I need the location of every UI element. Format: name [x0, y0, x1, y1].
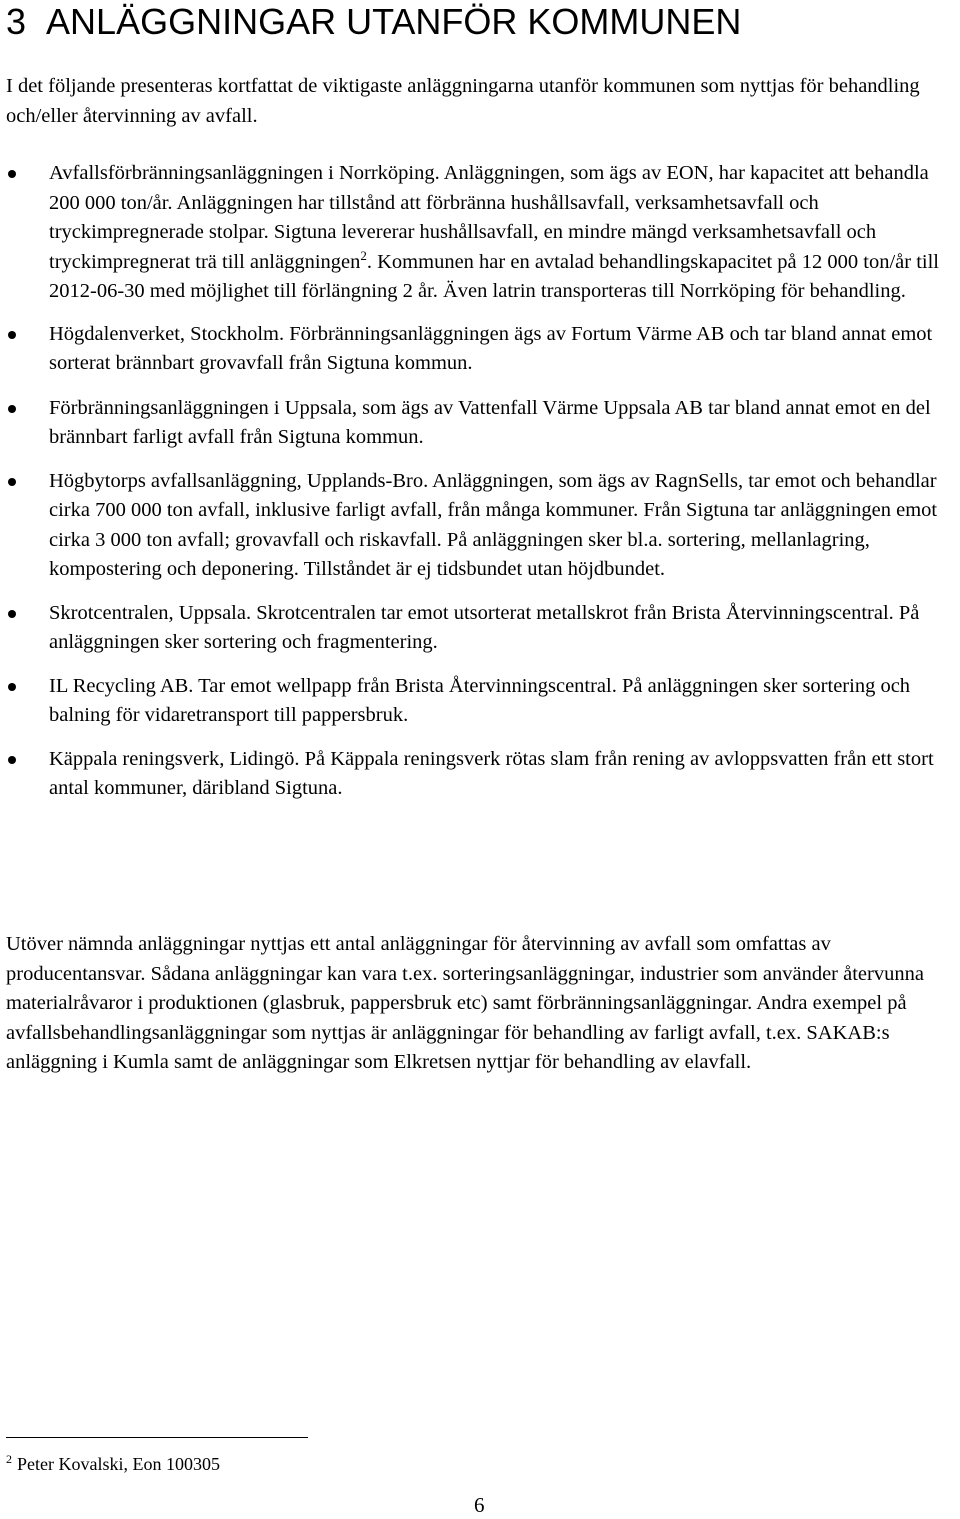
list-item-skrotcentralen	[0, 599, 960, 658]
list-item-text: IL Recycling AB. Tar emot wellpapp från Brista Återvinningscentral. På anläggningen sker sortering och balning för vidaretransport till pappersbruk.	[49, 674, 911, 726]
footnote-marker: 2	[6, 1452, 12, 1466]
list-item-uppsala-incineration	[0, 394, 960, 453]
intro-paragraph: I det följande presenteras kortfattat de viktigaste anläggningarna utanför kommunen som nyttjas för behandling och/eller återvinning av avfall.	[6, 75, 920, 127]
bullet-icon	[8, 331, 16, 339]
footnote-reference: 2	[360, 247, 367, 263]
bullet-icon	[8, 170, 16, 178]
list-item-text: Högbytorps avfallsanläggning, Upplands-Bro. Anläggningen, som ägs av RagnSells, tar emot och behandlar cirka 700 000 ton avfall, inklusive farligt avfall, från många kommuner. Från Sigtuna tar anläggningen emot cirka 3 000 ton avfall; grovavfall och riskavfall. På anläggningen sker bl.a. sortering, mellanlagring, kompostering och deponering. Tillståndet är ej tidsbundet utan höjdbundet.	[49, 469, 938, 580]
list-item-hogdalenverket	[0, 320, 960, 379]
section-heading	[6, 2, 741, 42]
page-number: 6	[474, 1493, 485, 1517]
footnote-text: Peter Kovalski, Eon 100305	[17, 1454, 220, 1474]
footnote-divider	[6, 1437, 308, 1438]
closing-paragraph: Utöver nämnda anläggningar nyttjas ett antal anläggningar för återvinning av avfall som omfattas av producentansvar. Sådana anläggningar kan vara t.ex. sorteringsanläggningar, industrier som använder återvunna materialråvaror i produktionen (glasbruk, pappersbruk etc) samt förbränningsanläggningar. Andra exempel på avfallsbehandlingsanläggningar som nyttjas är anläggningar för behandling av farligt avfall, t.ex. SAKAB:s anläggning i Kumla samt de anläggningar som Elkretsen nyttjar för behandling av elavfall.	[6, 933, 924, 1073]
section-title: ANLÄGGNINGAR UTANFÖR KOMMUNEN	[46, 1, 742, 42]
list-item-il-recycling	[0, 672, 960, 731]
list-item-norrkoping	[0, 159, 960, 307]
list-item-kappala	[0, 745, 960, 804]
list-item-text: Förbränningsanläggningen i Uppsala, som ägs av Vattenfall Värme Uppsala AB tar bland annat emot en del brännbart farligt avfall från Sigtuna kommun.	[49, 396, 931, 448]
bullet-icon	[8, 405, 16, 413]
list-item-text-continued: . Kommunen har en avtalad behandlingskapacitet på 12 000 ton/år till 2012-06-30 med möjlighet till förlängning 2 år. Även latrin transporteras till Norrköping för behandling.	[49, 250, 940, 302]
section-number: 3	[6, 1, 27, 42]
list-item-text: Skrotcentralen, Uppsala. Skrotcentralen tar emot utsorterat metallskrot från Brista Återvinningscentral. På anläggningen sker sortering och fragmentering.	[49, 601, 920, 653]
list-item-text: Avfallsförbränningsanläggningen i Norrköping. Anläggningen, som ägs av EON, har kapacitet att behandla 200 000 ton/år. Anläggningen har tillstånd att förbränna hushållsavfall, verksamhetsavfall och tryckimpregnerade stolpar. Sigtuna levererar hushållsavfall, en mindre mängd verksamhetsavfall och tryckimpregnerat trä till anläggningen	[49, 162, 929, 273]
list-item-text: Käppala reningsverk, Lidingö. På Käppala reningsverk rötas slam från rening av avloppsvatten från ett stort antal kommuner, däribland Sigtuna.	[49, 747, 934, 799]
list-item-hogbytorp	[0, 467, 960, 585]
footnote	[6, 1452, 220, 1476]
bullet-icon	[8, 683, 16, 691]
bullet-icon	[8, 478, 16, 486]
bullet-icon	[8, 610, 16, 618]
bullet-icon	[8, 756, 16, 764]
facility-list	[0, 159, 960, 804]
list-item-text: Högdalenverket, Stockholm. Förbränningsanläggningen ägs av Fortum Värme AB och tar bland annat emot sorterat brännbart grovavfall från Sigtuna kommun.	[49, 322, 933, 374]
